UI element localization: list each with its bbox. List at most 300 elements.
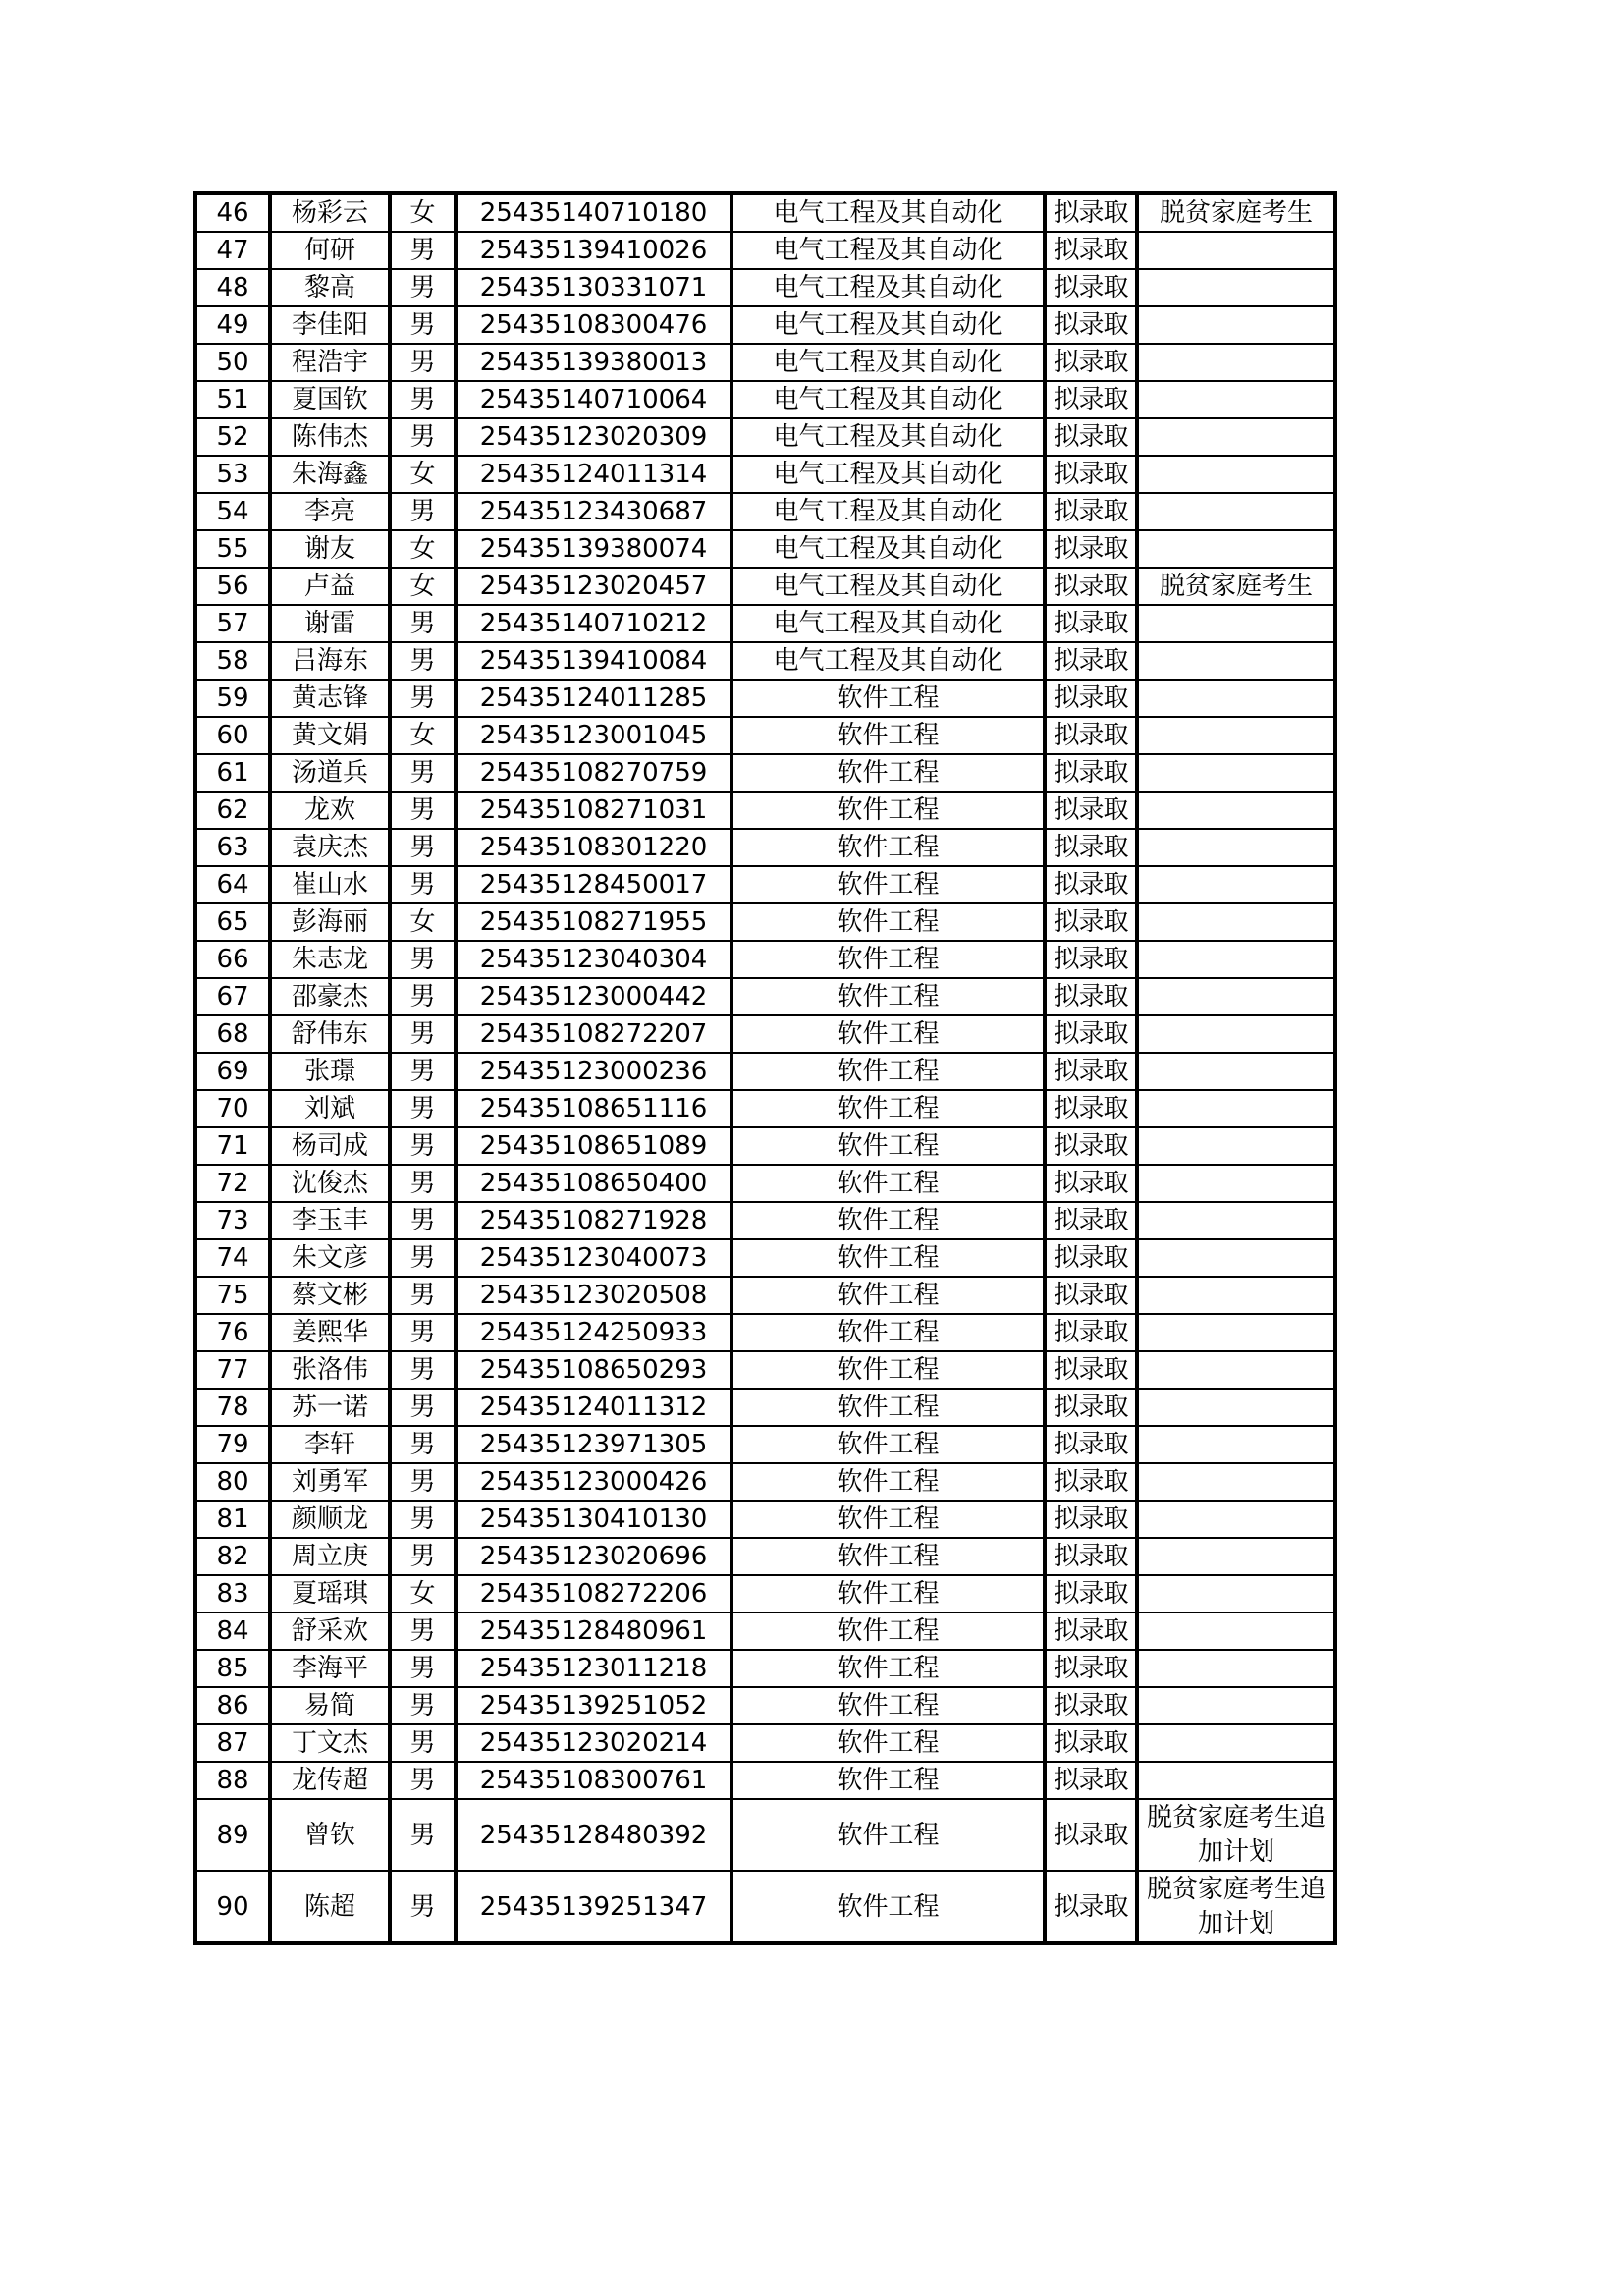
name-cell: 刘斌 (270, 1090, 390, 1127)
note-cell (1137, 1090, 1335, 1127)
major-cell: 电气工程及其自动化 (731, 269, 1045, 306)
table-row (195, 605, 1335, 642)
major-cell: 软件工程 (731, 903, 1045, 941)
gender-cell: 男 (390, 754, 456, 792)
status-cell: 拟录取 (1045, 1277, 1137, 1314)
exam-id-cell: 25435108651116 (456, 1090, 731, 1127)
table-row (195, 530, 1335, 568)
gender-cell: 男 (390, 605, 456, 642)
note-cell (1137, 903, 1335, 941)
name-cell: 丁文杰 (270, 1724, 390, 1762)
major-cell: 软件工程 (731, 1871, 1045, 1943)
status-cell: 拟录取 (1045, 1426, 1137, 1463)
table-row (195, 381, 1335, 418)
table-row (195, 1127, 1335, 1165)
table-row (195, 568, 1335, 605)
major-cell: 软件工程 (731, 1351, 1045, 1389)
major-cell: 软件工程 (731, 1202, 1045, 1239)
row-number-cell: 76 (195, 1314, 270, 1351)
exam-id-cell: 25435123971305 (456, 1426, 731, 1463)
table-row (195, 1351, 1335, 1389)
exam-id-cell: 25435124011314 (456, 456, 731, 493)
note-cell (1137, 1687, 1335, 1724)
major-cell: 软件工程 (731, 1799, 1045, 1871)
table-row (195, 1314, 1335, 1351)
major-cell: 软件工程 (731, 1277, 1045, 1314)
exam-id-cell: 25435130331071 (456, 269, 731, 306)
note-cell (1137, 605, 1335, 642)
gender-cell: 女 (390, 530, 456, 568)
name-cell: 李轩 (270, 1426, 390, 1463)
table-row (195, 1613, 1335, 1650)
row-number-cell: 56 (195, 568, 270, 605)
row-number-cell: 59 (195, 680, 270, 717)
row-number-cell: 62 (195, 792, 270, 829)
row-number-cell: 57 (195, 605, 270, 642)
exam-id-cell: 25435124011285 (456, 680, 731, 717)
name-cell: 张璟 (270, 1053, 390, 1090)
gender-cell: 女 (390, 456, 456, 493)
row-number-cell: 80 (195, 1463, 270, 1501)
note-cell (1137, 456, 1335, 493)
status-cell: 拟录取 (1045, 1799, 1137, 1871)
major-cell: 电气工程及其自动化 (731, 568, 1045, 605)
name-cell: 姜熙华 (270, 1314, 390, 1351)
major-cell: 软件工程 (731, 754, 1045, 792)
status-cell: 拟录取 (1045, 1239, 1137, 1277)
exam-id-cell: 25435139251052 (456, 1687, 731, 1724)
row-number-cell: 63 (195, 829, 270, 866)
exam-id-cell: 25435124250933 (456, 1314, 731, 1351)
name-cell: 张洛伟 (270, 1351, 390, 1389)
gender-cell: 女 (390, 1575, 456, 1613)
exam-id-cell: 25435108300476 (456, 306, 731, 344)
major-cell: 软件工程 (731, 1575, 1045, 1613)
note-cell: 脱贫家庭考生追加计划 (1137, 1871, 1335, 1943)
note-cell: 脱贫家庭考生 (1137, 568, 1335, 605)
status-cell: 拟录取 (1045, 605, 1137, 642)
status-cell: 拟录取 (1045, 941, 1137, 978)
row-number-cell: 89 (195, 1799, 270, 1871)
note-cell (1137, 941, 1335, 978)
status-cell: 拟录取 (1045, 1165, 1137, 1202)
exam-id-cell: 25435139251347 (456, 1871, 731, 1943)
gender-cell: 男 (390, 1687, 456, 1724)
note-cell (1137, 1053, 1335, 1090)
exam-id-cell: 25435123011218 (456, 1650, 731, 1687)
row-number-cell: 60 (195, 717, 270, 754)
row-number-cell: 54 (195, 493, 270, 530)
table-row (195, 418, 1335, 456)
note-cell: 脱贫家庭考生 (1137, 193, 1335, 232)
status-cell: 拟录取 (1045, 642, 1137, 680)
exam-id-cell: 25435123000426 (456, 1463, 731, 1501)
name-cell: 陈超 (270, 1871, 390, 1943)
exam-id-cell: 25435108271955 (456, 903, 731, 941)
table-row (195, 1799, 1335, 1871)
note-cell (1137, 344, 1335, 381)
table-row (195, 193, 1335, 232)
major-cell: 软件工程 (731, 1389, 1045, 1426)
name-cell: 周立庚 (270, 1538, 390, 1575)
row-number-cell: 79 (195, 1426, 270, 1463)
exam-id-cell: 25435130410130 (456, 1501, 731, 1538)
exam-id-cell: 25435139380074 (456, 530, 731, 568)
exam-id-cell: 25435123001045 (456, 717, 731, 754)
name-cell: 夏国钦 (270, 381, 390, 418)
name-cell: 杨彩云 (270, 193, 390, 232)
status-cell: 拟录取 (1045, 344, 1137, 381)
major-cell: 软件工程 (731, 1165, 1045, 1202)
major-cell: 软件工程 (731, 1501, 1045, 1538)
major-cell: 软件工程 (731, 1053, 1045, 1090)
name-cell: 朱志龙 (270, 941, 390, 978)
note-cell (1137, 866, 1335, 903)
major-cell: 软件工程 (731, 829, 1045, 866)
table-row (195, 680, 1335, 717)
name-cell: 程浩宇 (270, 344, 390, 381)
note-cell (1137, 1389, 1335, 1426)
row-number-cell: 75 (195, 1277, 270, 1314)
exam-id-cell: 25435108270759 (456, 754, 731, 792)
name-cell: 何研 (270, 232, 390, 269)
name-cell: 邵豪杰 (270, 978, 390, 1015)
status-cell: 拟录取 (1045, 1351, 1137, 1389)
gender-cell: 男 (390, 381, 456, 418)
exam-id-cell: 25435139380013 (456, 344, 731, 381)
table-row (195, 1426, 1335, 1463)
row-number-cell: 90 (195, 1871, 270, 1943)
row-number-cell: 85 (195, 1650, 270, 1687)
exam-id-cell: 25435108650293 (456, 1351, 731, 1389)
name-cell: 沈俊杰 (270, 1165, 390, 1202)
row-number-cell: 46 (195, 193, 270, 232)
name-cell: 朱海鑫 (270, 456, 390, 493)
gender-cell: 男 (390, 232, 456, 269)
gender-cell: 男 (390, 829, 456, 866)
row-number-cell: 87 (195, 1724, 270, 1762)
gender-cell: 男 (390, 306, 456, 344)
name-cell: 黄志锋 (270, 680, 390, 717)
note-cell (1137, 418, 1335, 456)
gender-cell: 男 (390, 1426, 456, 1463)
note-cell (1137, 1724, 1335, 1762)
major-cell: 软件工程 (731, 792, 1045, 829)
row-number-cell: 51 (195, 381, 270, 418)
table-row (195, 1202, 1335, 1239)
gender-cell: 男 (390, 418, 456, 456)
row-number-cell: 73 (195, 1202, 270, 1239)
gender-cell: 男 (390, 1090, 456, 1127)
exam-id-cell: 25435124011312 (456, 1389, 731, 1426)
note-cell (1137, 1613, 1335, 1650)
exam-id-cell: 25435123020214 (456, 1724, 731, 1762)
gender-cell: 男 (390, 866, 456, 903)
gender-cell: 男 (390, 1650, 456, 1687)
status-cell: 拟录取 (1045, 1575, 1137, 1613)
table-row (195, 1239, 1335, 1277)
table-row (195, 792, 1335, 829)
exam-id-cell: 25435123020457 (456, 568, 731, 605)
table-row (195, 1053, 1335, 1090)
row-number-cell: 68 (195, 1015, 270, 1053)
status-cell: 拟录取 (1045, 232, 1137, 269)
major-cell: 软件工程 (731, 1650, 1045, 1687)
table-body (195, 193, 1335, 1943)
status-cell: 拟录取 (1045, 418, 1137, 456)
row-number-cell: 53 (195, 456, 270, 493)
major-cell: 电气工程及其自动化 (731, 642, 1045, 680)
exam-id-cell: 25435128480961 (456, 1613, 731, 1650)
major-cell: 电气工程及其自动化 (731, 306, 1045, 344)
exam-id-cell: 25435140710212 (456, 605, 731, 642)
table-row (195, 344, 1335, 381)
status-cell: 拟录取 (1045, 1538, 1137, 1575)
table-row (195, 866, 1335, 903)
note-cell (1137, 269, 1335, 306)
table-row (195, 232, 1335, 269)
status-cell: 拟录取 (1045, 1501, 1137, 1538)
status-cell: 拟录取 (1045, 792, 1137, 829)
note-cell (1137, 1650, 1335, 1687)
name-cell: 夏瑶琪 (270, 1575, 390, 1613)
note-cell (1137, 232, 1335, 269)
note-cell (1137, 1575, 1335, 1613)
name-cell: 颜顺龙 (270, 1501, 390, 1538)
row-number-cell: 86 (195, 1687, 270, 1724)
table-row (195, 1762, 1335, 1799)
row-number-cell: 70 (195, 1090, 270, 1127)
gender-cell: 男 (390, 1239, 456, 1277)
major-cell: 软件工程 (731, 1762, 1045, 1799)
exam-id-cell: 25435128480392 (456, 1799, 731, 1871)
note-cell (1137, 754, 1335, 792)
note-cell (1137, 1426, 1335, 1463)
table-row (195, 829, 1335, 866)
status-cell: 拟录取 (1045, 1871, 1137, 1943)
name-cell: 苏一诺 (270, 1389, 390, 1426)
exam-id-cell: 25435123040304 (456, 941, 731, 978)
status-cell: 拟录取 (1045, 829, 1137, 866)
status-cell: 拟录取 (1045, 903, 1137, 941)
gender-cell: 男 (390, 269, 456, 306)
gender-cell: 女 (390, 193, 456, 232)
note-cell (1137, 530, 1335, 568)
status-cell: 拟录取 (1045, 866, 1137, 903)
gender-cell: 女 (390, 568, 456, 605)
status-cell: 拟录取 (1045, 193, 1137, 232)
status-cell: 拟录取 (1045, 1650, 1137, 1687)
gender-cell: 男 (390, 1724, 456, 1762)
gender-cell: 男 (390, 642, 456, 680)
note-cell (1137, 1463, 1335, 1501)
gender-cell: 男 (390, 1351, 456, 1389)
gender-cell: 男 (390, 493, 456, 530)
status-cell: 拟录取 (1045, 1463, 1137, 1501)
note-cell (1137, 1314, 1335, 1351)
note-cell (1137, 493, 1335, 530)
major-cell: 软件工程 (731, 1613, 1045, 1650)
table-row (195, 1871, 1335, 1943)
status-cell: 拟录取 (1045, 1090, 1137, 1127)
status-cell: 拟录取 (1045, 1613, 1137, 1650)
major-cell: 软件工程 (731, 978, 1045, 1015)
row-number-cell: 48 (195, 269, 270, 306)
status-cell: 拟录取 (1045, 1314, 1137, 1351)
exam-id-cell: 25435123430687 (456, 493, 731, 530)
table-row (195, 1501, 1335, 1538)
name-cell: 汤道兵 (270, 754, 390, 792)
major-cell: 软件工程 (731, 941, 1045, 978)
row-number-cell: 50 (195, 344, 270, 381)
name-cell: 谢友 (270, 530, 390, 568)
major-cell: 软件工程 (731, 1015, 1045, 1053)
gender-cell: 男 (390, 1314, 456, 1351)
note-cell (1137, 978, 1335, 1015)
row-number-cell: 52 (195, 418, 270, 456)
status-cell: 拟录取 (1045, 1127, 1137, 1165)
note-cell (1137, 1015, 1335, 1053)
exam-id-cell: 25435108300761 (456, 1762, 731, 1799)
note-cell (1137, 680, 1335, 717)
status-cell: 拟录取 (1045, 493, 1137, 530)
status-cell: 拟录取 (1045, 754, 1137, 792)
exam-id-cell: 25435108272206 (456, 1575, 731, 1613)
major-cell: 软件工程 (731, 1724, 1045, 1762)
major-cell: 软件工程 (731, 1127, 1045, 1165)
row-number-cell: 47 (195, 232, 270, 269)
table-row (195, 903, 1335, 941)
gender-cell: 男 (390, 1277, 456, 1314)
name-cell: 刘勇军 (270, 1463, 390, 1501)
status-cell: 拟录取 (1045, 717, 1137, 754)
status-cell: 拟录取 (1045, 1762, 1137, 1799)
major-cell: 电气工程及其自动化 (731, 456, 1045, 493)
major-cell: 软件工程 (731, 1239, 1045, 1277)
table-row (195, 493, 1335, 530)
table-row (195, 456, 1335, 493)
note-cell (1137, 381, 1335, 418)
major-cell: 电气工程及其自动化 (731, 530, 1045, 568)
gender-cell: 男 (390, 1127, 456, 1165)
exam-id-cell: 25435123000442 (456, 978, 731, 1015)
note-cell (1137, 1538, 1335, 1575)
status-cell: 拟录取 (1045, 530, 1137, 568)
exam-id-cell: 25435123020696 (456, 1538, 731, 1575)
gender-cell: 男 (390, 1762, 456, 1799)
major-cell: 软件工程 (731, 717, 1045, 754)
exam-id-cell: 25435139410084 (456, 642, 731, 680)
note-cell (1137, 1127, 1335, 1165)
table-row (195, 642, 1335, 680)
name-cell: 彭海丽 (270, 903, 390, 941)
name-cell: 李亮 (270, 493, 390, 530)
exam-id-cell: 25435140710180 (456, 193, 731, 232)
table-row (195, 1575, 1335, 1613)
row-number-cell: 55 (195, 530, 270, 568)
table-row (195, 1389, 1335, 1426)
gender-cell: 男 (390, 680, 456, 717)
exam-id-cell: 25435123000236 (456, 1053, 731, 1090)
note-cell (1137, 1202, 1335, 1239)
major-cell: 软件工程 (731, 680, 1045, 717)
name-cell: 崔山水 (270, 866, 390, 903)
row-number-cell: 77 (195, 1351, 270, 1389)
gender-cell: 男 (390, 1613, 456, 1650)
row-number-cell: 67 (195, 978, 270, 1015)
name-cell: 黄文娟 (270, 717, 390, 754)
name-cell: 黎高 (270, 269, 390, 306)
name-cell: 李玉丰 (270, 1202, 390, 1239)
row-number-cell: 82 (195, 1538, 270, 1575)
gender-cell: 男 (390, 1463, 456, 1501)
name-cell: 舒伟东 (270, 1015, 390, 1053)
name-cell: 舒采欢 (270, 1613, 390, 1650)
row-number-cell: 71 (195, 1127, 270, 1165)
row-number-cell: 74 (195, 1239, 270, 1277)
gender-cell: 女 (390, 717, 456, 754)
table-row (195, 717, 1335, 754)
note-cell (1137, 642, 1335, 680)
name-cell: 李佳阳 (270, 306, 390, 344)
table-row (195, 1090, 1335, 1127)
exam-id-cell: 25435108651089 (456, 1127, 731, 1165)
status-cell: 拟录取 (1045, 1053, 1137, 1090)
status-cell: 拟录取 (1045, 1389, 1137, 1426)
status-cell: 拟录取 (1045, 680, 1137, 717)
major-cell: 电气工程及其自动化 (731, 605, 1045, 642)
gender-cell: 女 (390, 903, 456, 941)
row-number-cell: 66 (195, 941, 270, 978)
name-cell: 袁庆杰 (270, 829, 390, 866)
exam-id-cell: 25435108650400 (456, 1165, 731, 1202)
status-cell: 拟录取 (1045, 1687, 1137, 1724)
major-cell: 电气工程及其自动化 (731, 232, 1045, 269)
table-row (195, 1724, 1335, 1762)
note-cell (1137, 306, 1335, 344)
note-cell (1137, 1762, 1335, 1799)
exam-id-cell: 25435123020508 (456, 1277, 731, 1314)
table-row (195, 1165, 1335, 1202)
gender-cell: 男 (390, 1165, 456, 1202)
gender-cell: 男 (390, 1015, 456, 1053)
name-cell: 朱文彦 (270, 1239, 390, 1277)
exam-id-cell: 25435140710064 (456, 381, 731, 418)
row-number-cell: 69 (195, 1053, 270, 1090)
gender-cell: 男 (390, 1538, 456, 1575)
gender-cell: 男 (390, 978, 456, 1015)
row-number-cell: 84 (195, 1613, 270, 1650)
table-row (195, 269, 1335, 306)
table-row (195, 978, 1335, 1015)
name-cell: 龙欢 (270, 792, 390, 829)
name-cell: 曾钦 (270, 1799, 390, 1871)
row-number-cell: 83 (195, 1575, 270, 1613)
name-cell: 谢雷 (270, 605, 390, 642)
table-row (195, 1015, 1335, 1053)
note-cell (1137, 1165, 1335, 1202)
name-cell: 陈伟杰 (270, 418, 390, 456)
exam-id-cell: 25435123020309 (456, 418, 731, 456)
row-number-cell: 61 (195, 754, 270, 792)
row-number-cell: 88 (195, 1762, 270, 1799)
gender-cell: 男 (390, 1053, 456, 1090)
table-row (195, 754, 1335, 792)
name-cell: 易简 (270, 1687, 390, 1724)
status-cell: 拟录取 (1045, 1015, 1137, 1053)
table-row (195, 941, 1335, 978)
table-row (195, 1277, 1335, 1314)
